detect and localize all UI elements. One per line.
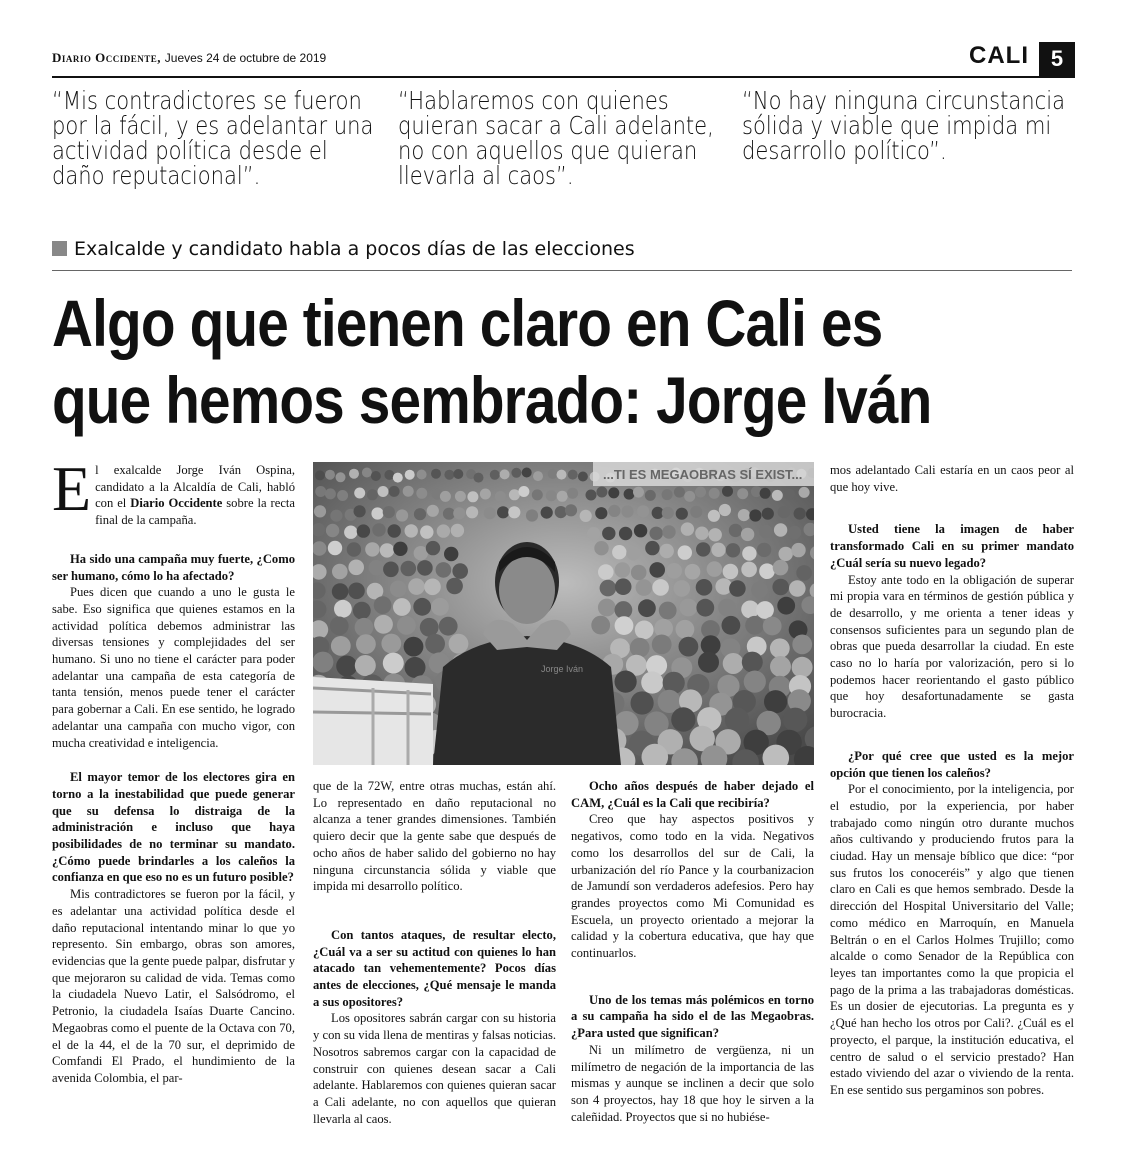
question: Ha sido una campaña muy fuerte, ¿Como ser humano, cómo lo ha afectado? <box>52 551 295 583</box>
intro-paragraph: El exalcalde Jorge Iván Ospina, candidato a la Alcaldía de Cali, habló con el Diario Occidente sobre la recta final de la campaña. <box>52 453 296 528</box>
kicker-text: Exalcalde y candidato habla a pocos días de las elecciones <box>74 238 635 260</box>
headline-line-1: Algo que tienen claro en Cali es <box>52 286 883 360</box>
answer: Pues dicen que cuando a uno le gusta le sabe. Eso significa que quienes estamos en la actividad política debemos administrar las diversas tensiones y complejidades del ser humano. Si uno no tiene el carácter para poder adelantar una campaña de esta categoría de tanta tensión, menos puede tener el carácter para gobernar a Cali. En ese sentido, he logrado adelantar una campaña con mucho vigor, con mucha creatividad e inteligencia. <box>52 585 295 750</box>
page-header <box>52 42 1075 76</box>
pull-quote: “Hablaremos con quienes quieran sacar a Cali adelante, no con aquellos que quieran llevarla al caos”. <box>398 86 714 190</box>
question: ¿Por qué cree que usted es la mejor opción que tienen los caleños? <box>830 748 1074 780</box>
masthead <box>52 50 326 66</box>
shirt-text: Jorge Iván <box>541 664 584 674</box>
answer-continued: mos adelantado Cali estaría en un caos peor al que hoy vive. <box>830 463 1074 494</box>
question: Usted tiene la imagen de haber transformado Cali en su primer mandato ¿Cuál sería su nuevo legado? <box>830 522 1074 570</box>
answer: Mis contradictores se fueron por la fácil, y es adelantar una actividad política desde el daño reputacional intentando minar lo que yo represento. Sin embargo, obras son amores, evidencias que la gente puede palpar, disfrutar y que mejoraron su calidad de vida. Temas como la ciudadela Nuevo Latir, el Salsódromo, el Petronio, la ciudadela Isaías Duarte Cancino. Megaobras como el puente de la Octava con 70, el de la 44, el de la 70 sur, el deprimido de Comfandi El Prado, el hundimiento de la avenida Colombia, el par- <box>52 887 295 1085</box>
kicker-square-icon <box>52 241 67 256</box>
answer: Los opositores sabrán cargar con su historia y con su vida llena de mentiras y falsas noticias. Nosotros sabremos cargar con la capacidad de construir con quienes desean sacar a Cali adelante. Hablaremos con quienes quieran sacar a Cali adelante, no con aquellos que quieran llevarla al caos. <box>313 1011 556 1126</box>
headline <box>52 285 1041 439</box>
answer: Por el conocimiento, por la inteligencia, por el estudio, por la experiencia, por haber trabajado como ningún otro durante muchos años cultivando y produciendo frutos para la ciudad. Hay un mensaje bíblico que dice: “por sus frutos los conoceréis” y algo que tienen claro en Cali es que hemos sembrado. Desde la dirección del Hospital Universitario del Valle; como médico en Marroquín, en Manuela Beltrán o en el Carlos Holmes Trujillo; como alcalde o como Senador de la República con leyes tan importantes como la que propicia el pago de la prima a las trabajadoras domésticas. Es un dosier de ejecutorias. La pregunta es y ¿Qué han hecho los otros por Cali?. ¿Cuál es el proyecto, el parque, la institución educativa, el centro de salud o el servicio prestado? Han estado viviendo del azar o viviendo de la renta. En ese sentido sus pergaminos son pobres. <box>830 782 1074 1097</box>
article-column-2 <box>313 778 556 1127</box>
paper-name-inline: Diario Occidente <box>130 496 223 511</box>
section-name: CALI <box>969 42 1029 69</box>
header-rule <box>52 76 1075 78</box>
paper-name: Diario Occidente, <box>52 50 162 65</box>
article-column-1 <box>52 453 296 1087</box>
pull-quote: “Mis contradictores se fueron por la fácil, y es adelantar una actividad política desde el daño reputacional”. <box>52 86 374 190</box>
question: Uno de los temas más polémicos en torno a su campaña ha sido el de las Megaobras. ¿Para usted que significan? <box>571 992 814 1041</box>
answer: Estoy ante todo en la obligación de superar mi propia vara en términos de gestión pública y de desarrollo, y me orienta a tener ideas y consensos suficientes para un segundo plan de obras que pueda desarrollar la ciudad. En este caso no lo haría por valorización, pero si lo podemos hacer reorientando el gasto público que hoy desafortunadamente se gasta burocracia. <box>830 572 1074 721</box>
page-number: 5 <box>1039 42 1075 76</box>
answer: Creo que hay aspectos positivos y negativos, como todo en la vida. Negativos como los desarrollos del sur de Cali, la urbanización del río Pance y la courbanizacion de Jamundí son verdaderos adefesios. Pero hay grandes proyectos como Mi Comunidad es Escuela, un proyecto orientado a mejorar la calidad y la cobertura educativa, que hay que continuarlos. <box>571 812 814 961</box>
kicker <box>52 238 635 260</box>
banner-text: ...TI ES MEGAOBRAS SÍ EXIST... <box>603 467 803 482</box>
answer: Ni un milímetro de vergüenza, ni un milímetro de negación de la importancia de las mismas y aunque se inclinen a decir que solo son 4 proyectos, hay 18 que hoy le sirven a la caleñidad. Proyectos que si no hubiése- <box>571 1042 814 1124</box>
article-column-4 <box>830 462 1074 1099</box>
pull-quote: “No hay ninguna circunstancia sólida y viable que impida mi desarrollo político”. <box>742 86 1066 165</box>
answer-continued: que de la 72W, entre otras muchas, están ahí. Lo representado en daño reputacional no alcanza a tener grandes dimensiones. También quiero decir que la gente sabe que después de ocho años de haber salido del gobierno no hay ninguna circunstancia sólida y viable que impida mi desarrollo político. <box>313 779 556 894</box>
crowd-photo-illustration <box>313 462 814 765</box>
headline-line-2: que hemos sembrado: Jorge Iván <box>52 363 932 437</box>
question: El mayor temor de los electores gira en torno a la inestabilidad que puede generar que su defensa lo distraiga de la administración e incluso que haya posibilidades de no terminar su mandato. ¿Cómo puede brindarles a los caleños la confianza en que eso no es un futuro posible? <box>52 770 295 885</box>
kicker-rule <box>52 270 1072 271</box>
candidate-photo <box>313 462 814 765</box>
article-column-3 <box>571 778 814 1125</box>
question: Ocho años después de haber dejado el CAM, ¿Cuál es la Cali que recibiría? <box>571 779 814 810</box>
question: Con tantos ataques, de resultar electo, ¿Cuál va a ser su actitud con quienes lo han atacado tan vehementemente? Pocos días antes de elecciones, ¿Qué mensaje le manda a sus opositores? <box>313 927 556 1009</box>
drop-cap: E <box>52 453 92 524</box>
issue-date: Jueves 24 de octubre de 2019 <box>164 51 327 65</box>
